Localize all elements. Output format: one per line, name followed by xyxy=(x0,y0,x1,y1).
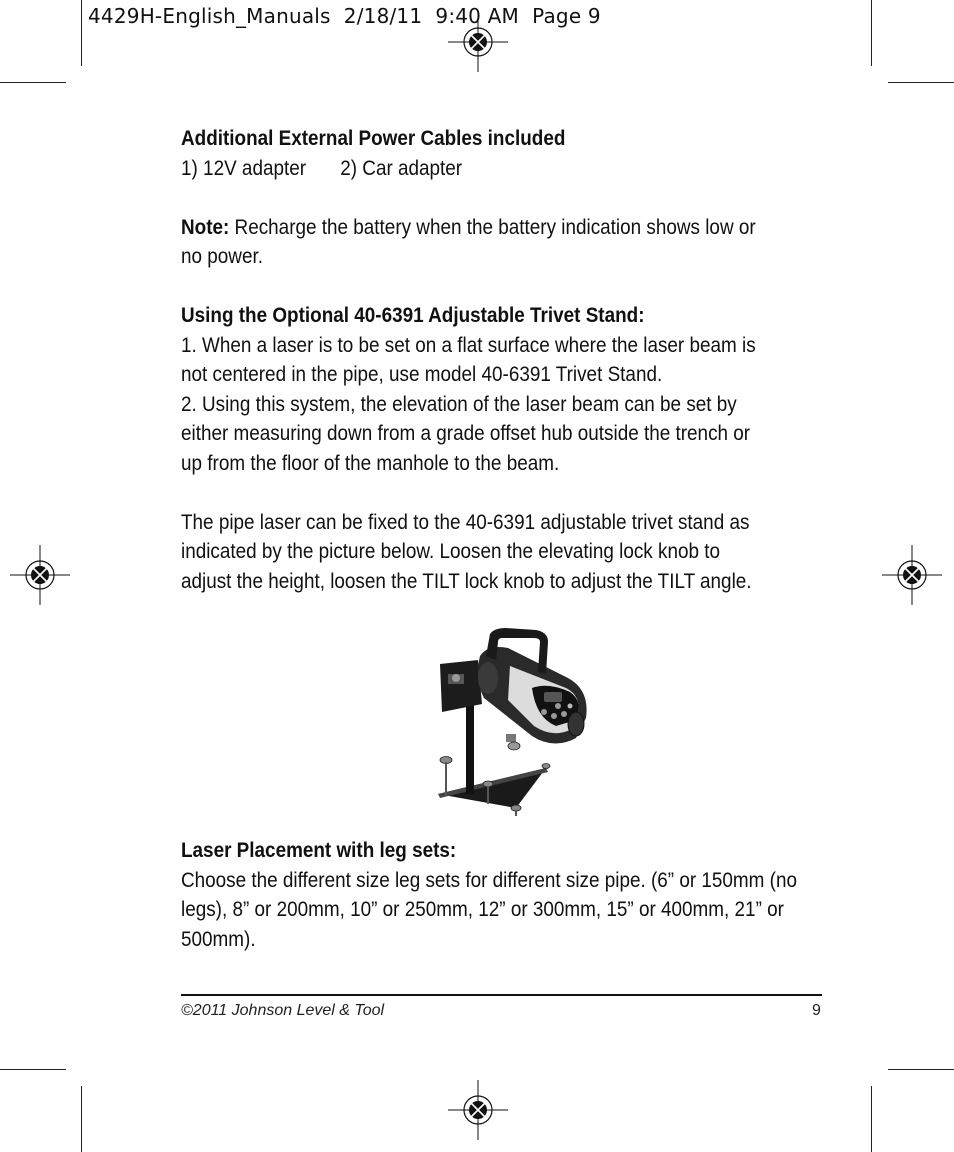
cables-item-car: 2) Car adapter xyxy=(340,156,463,180)
print-slug: 4429H-English_Manuals 2/18/11 9:40 AM Page 9 xyxy=(88,4,601,28)
crop-mark-bottom-left-horizontal xyxy=(0,1069,66,1070)
footer-copyright: ©2011 Johnson Level & Tool xyxy=(181,1002,385,1019)
cables-heading: Additional External Power Cables included xyxy=(181,127,566,150)
trivet-paragraph: The pipe laser can be fixed to the 40-6391 adjustable trivet stand as indicated by the picture below. Loosen the elevating lock knob to adjust the height, loosen the TILT lock knob to adjust the TILT angle. xyxy=(181,510,752,593)
trivet-step-1: 1. When a laser is to be set on a flat surface where the laser beam is not centered in the pipe, use model 40-6391 Trivet Stand. xyxy=(181,333,756,386)
legs-paragraph: Choose the different size leg sets for different size pipe. (6” or 150mm (no legs), 8” or 200mm, 10” or 250mm, 12” or 300mm, 15” or 400mm, 21” or 500mm). xyxy=(181,868,797,951)
crop-mark-top-right-vertical xyxy=(871,0,872,66)
trivet-stand-laser-image xyxy=(428,626,598,816)
legs-section xyxy=(181,836,811,954)
cables-list xyxy=(181,154,766,184)
note-text: Recharge the battery when the battery indication shows low or no power. xyxy=(181,215,756,268)
registration-mark-bottom-icon xyxy=(448,1080,508,1140)
footer-rule xyxy=(181,994,822,996)
registration-mark-top-icon xyxy=(448,12,508,72)
footer-page-number: 9 xyxy=(812,1002,821,1019)
trivet-step-2: 2. Using this system, the elevation of the laser beam can be set by either measuring down from a grade offset hub outside the trench or up from the floor of the manhole to the beam. xyxy=(181,392,751,475)
note-label: Note: xyxy=(181,215,230,239)
crop-mark-top-left-horizontal xyxy=(0,82,66,83)
crop-mark-top-left-vertical xyxy=(81,0,82,66)
registration-mark-right-icon xyxy=(882,545,942,605)
crop-mark-bottom-right-vertical xyxy=(871,1086,872,1152)
cables-item-12v: 1) 12V adapter xyxy=(181,156,307,180)
crop-mark-top-right-horizontal xyxy=(888,82,954,83)
note-paragraph xyxy=(181,213,766,272)
trivet-heading: Using the Optional 40-6391 Adjustable Trivet Stand: xyxy=(181,304,645,327)
crop-mark-bottom-right-horizontal xyxy=(888,1069,954,1070)
legs-heading: Laser Placement with leg sets: xyxy=(181,839,457,862)
crop-mark-bottom-left-vertical xyxy=(81,1086,82,1152)
manual-body xyxy=(181,124,766,596)
registration-mark-left-icon xyxy=(10,545,70,605)
